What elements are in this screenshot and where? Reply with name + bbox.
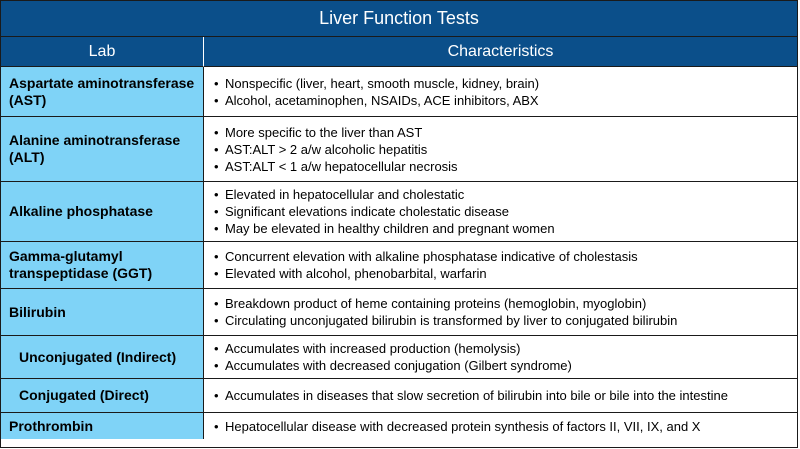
bullet-text: Concurrent elevation with alkaline phosphatase indicative of cholestasis — [225, 249, 638, 264]
bullet-text: Circulating unconjugated bilirubin is transformed by liver to conjugated bilirubin — [225, 313, 678, 328]
characteristics-cell — [204, 67, 797, 117]
bullet-item — [214, 141, 787, 158]
characteristics-cell — [204, 336, 797, 379]
bullet-item — [214, 158, 787, 175]
bullet-item — [214, 203, 787, 220]
bullet-item — [214, 220, 787, 237]
bullet-dot-icon: • — [214, 187, 219, 202]
lab-name-cell: Bilirubin — [1, 289, 204, 336]
bullet-dot-icon: • — [214, 124, 219, 140]
lab-name-cell: Alkaline phosphatase — [1, 182, 204, 242]
bullet-item — [214, 340, 787, 357]
lab-column-header: Lab — [1, 37, 204, 67]
characteristics-cell — [204, 182, 797, 242]
bullet-text: Alcohol, acetaminophen, NSAIDs, ACE inhibitors, ABX — [225, 92, 539, 108]
characteristics-cell — [204, 289, 797, 336]
bullet-text: Significant elevations indicate cholestatic disease — [225, 204, 510, 219]
bullet-text: Accumulates in diseases that slow secretion of bilirubin into bile or bile into the intestine — [225, 388, 728, 403]
bullet-text: Breakdown product of heme containing proteins (hemoglobin, myoglobin) — [225, 296, 647, 311]
characteristics-cell — [204, 379, 797, 413]
bullet-text: Accumulates with increased production (hemolysis) — [225, 341, 521, 356]
bullet-item — [214, 265, 787, 282]
bullet-dot-icon: • — [214, 75, 219, 91]
bullet-item — [214, 418, 787, 435]
characteristics-cell — [204, 242, 797, 289]
bullet-item — [214, 387, 787, 404]
bullet-text: May be elevated in healthy children and pregnant women — [225, 221, 555, 236]
bullet-text: Accumulates with decreased conjugation (Gilbert syndrome) — [225, 358, 572, 373]
lab-name-cell: Conjugated (Direct) — [1, 379, 204, 413]
characteristics-cell — [204, 413, 797, 439]
lab-name-cell: Alanine aminotransferase (ALT) — [1, 117, 204, 182]
lab-name-cell: Aspartate aminotransferase (AST) — [1, 67, 204, 117]
bullet-text: AST:ALT > 2 a/w alcoholic hepatitis — [225, 141, 428, 157]
bullet-item — [214, 186, 787, 203]
bullet-item — [214, 312, 787, 329]
bullet-text: More specific to the liver than AST — [225, 124, 423, 140]
bullet-item — [214, 75, 787, 92]
bullet-dot-icon: • — [214, 418, 219, 434]
lab-name-cell: Gamma-glutamyl transpeptidase (GGT) — [1, 242, 204, 289]
characteristics-column-header: Characteristics — [204, 37, 797, 67]
bullet-dot-icon: • — [214, 92, 219, 108]
bullet-item — [214, 357, 787, 374]
bullet-dot-icon: • — [214, 358, 219, 373]
bullet-item — [214, 92, 787, 109]
lab-name-cell: Unconjugated (Indirect) — [1, 336, 204, 379]
table-title: Liver Function Tests — [1, 1, 797, 37]
bullet-dot-icon: • — [214, 296, 219, 311]
bullet-dot-icon: • — [214, 388, 219, 403]
bullet-dot-icon: • — [214, 141, 219, 157]
bullet-dot-icon: • — [214, 204, 219, 219]
bullet-dot-icon: • — [214, 266, 219, 281]
bullet-text: Elevated in hepatocellular and cholestatic — [225, 187, 465, 202]
bullet-text: Elevated with alcohol, phenobarbital, warfarin — [225, 266, 487, 281]
bullet-text: Hepatocellular disease with decreased protein synthesis of factors II, VII, IX, and X — [225, 418, 701, 434]
bullet-dot-icon: • — [214, 158, 219, 174]
lab-name-cell: Prothrombin — [1, 413, 204, 439]
bullet-dot-icon: • — [214, 221, 219, 236]
bullet-dot-icon: • — [214, 341, 219, 356]
bullet-text: Nonspecific (liver, heart, smooth muscle, kidney, brain) — [225, 75, 540, 91]
bullet-text: AST:ALT < 1 a/w hepatocellular necrosis — [225, 158, 458, 174]
bullet-item — [214, 248, 787, 265]
bullet-dot-icon: • — [214, 249, 219, 264]
bullet-item — [214, 124, 787, 141]
bullet-dot-icon: • — [214, 313, 219, 328]
characteristics-cell — [204, 117, 797, 182]
bullet-item — [214, 295, 787, 312]
